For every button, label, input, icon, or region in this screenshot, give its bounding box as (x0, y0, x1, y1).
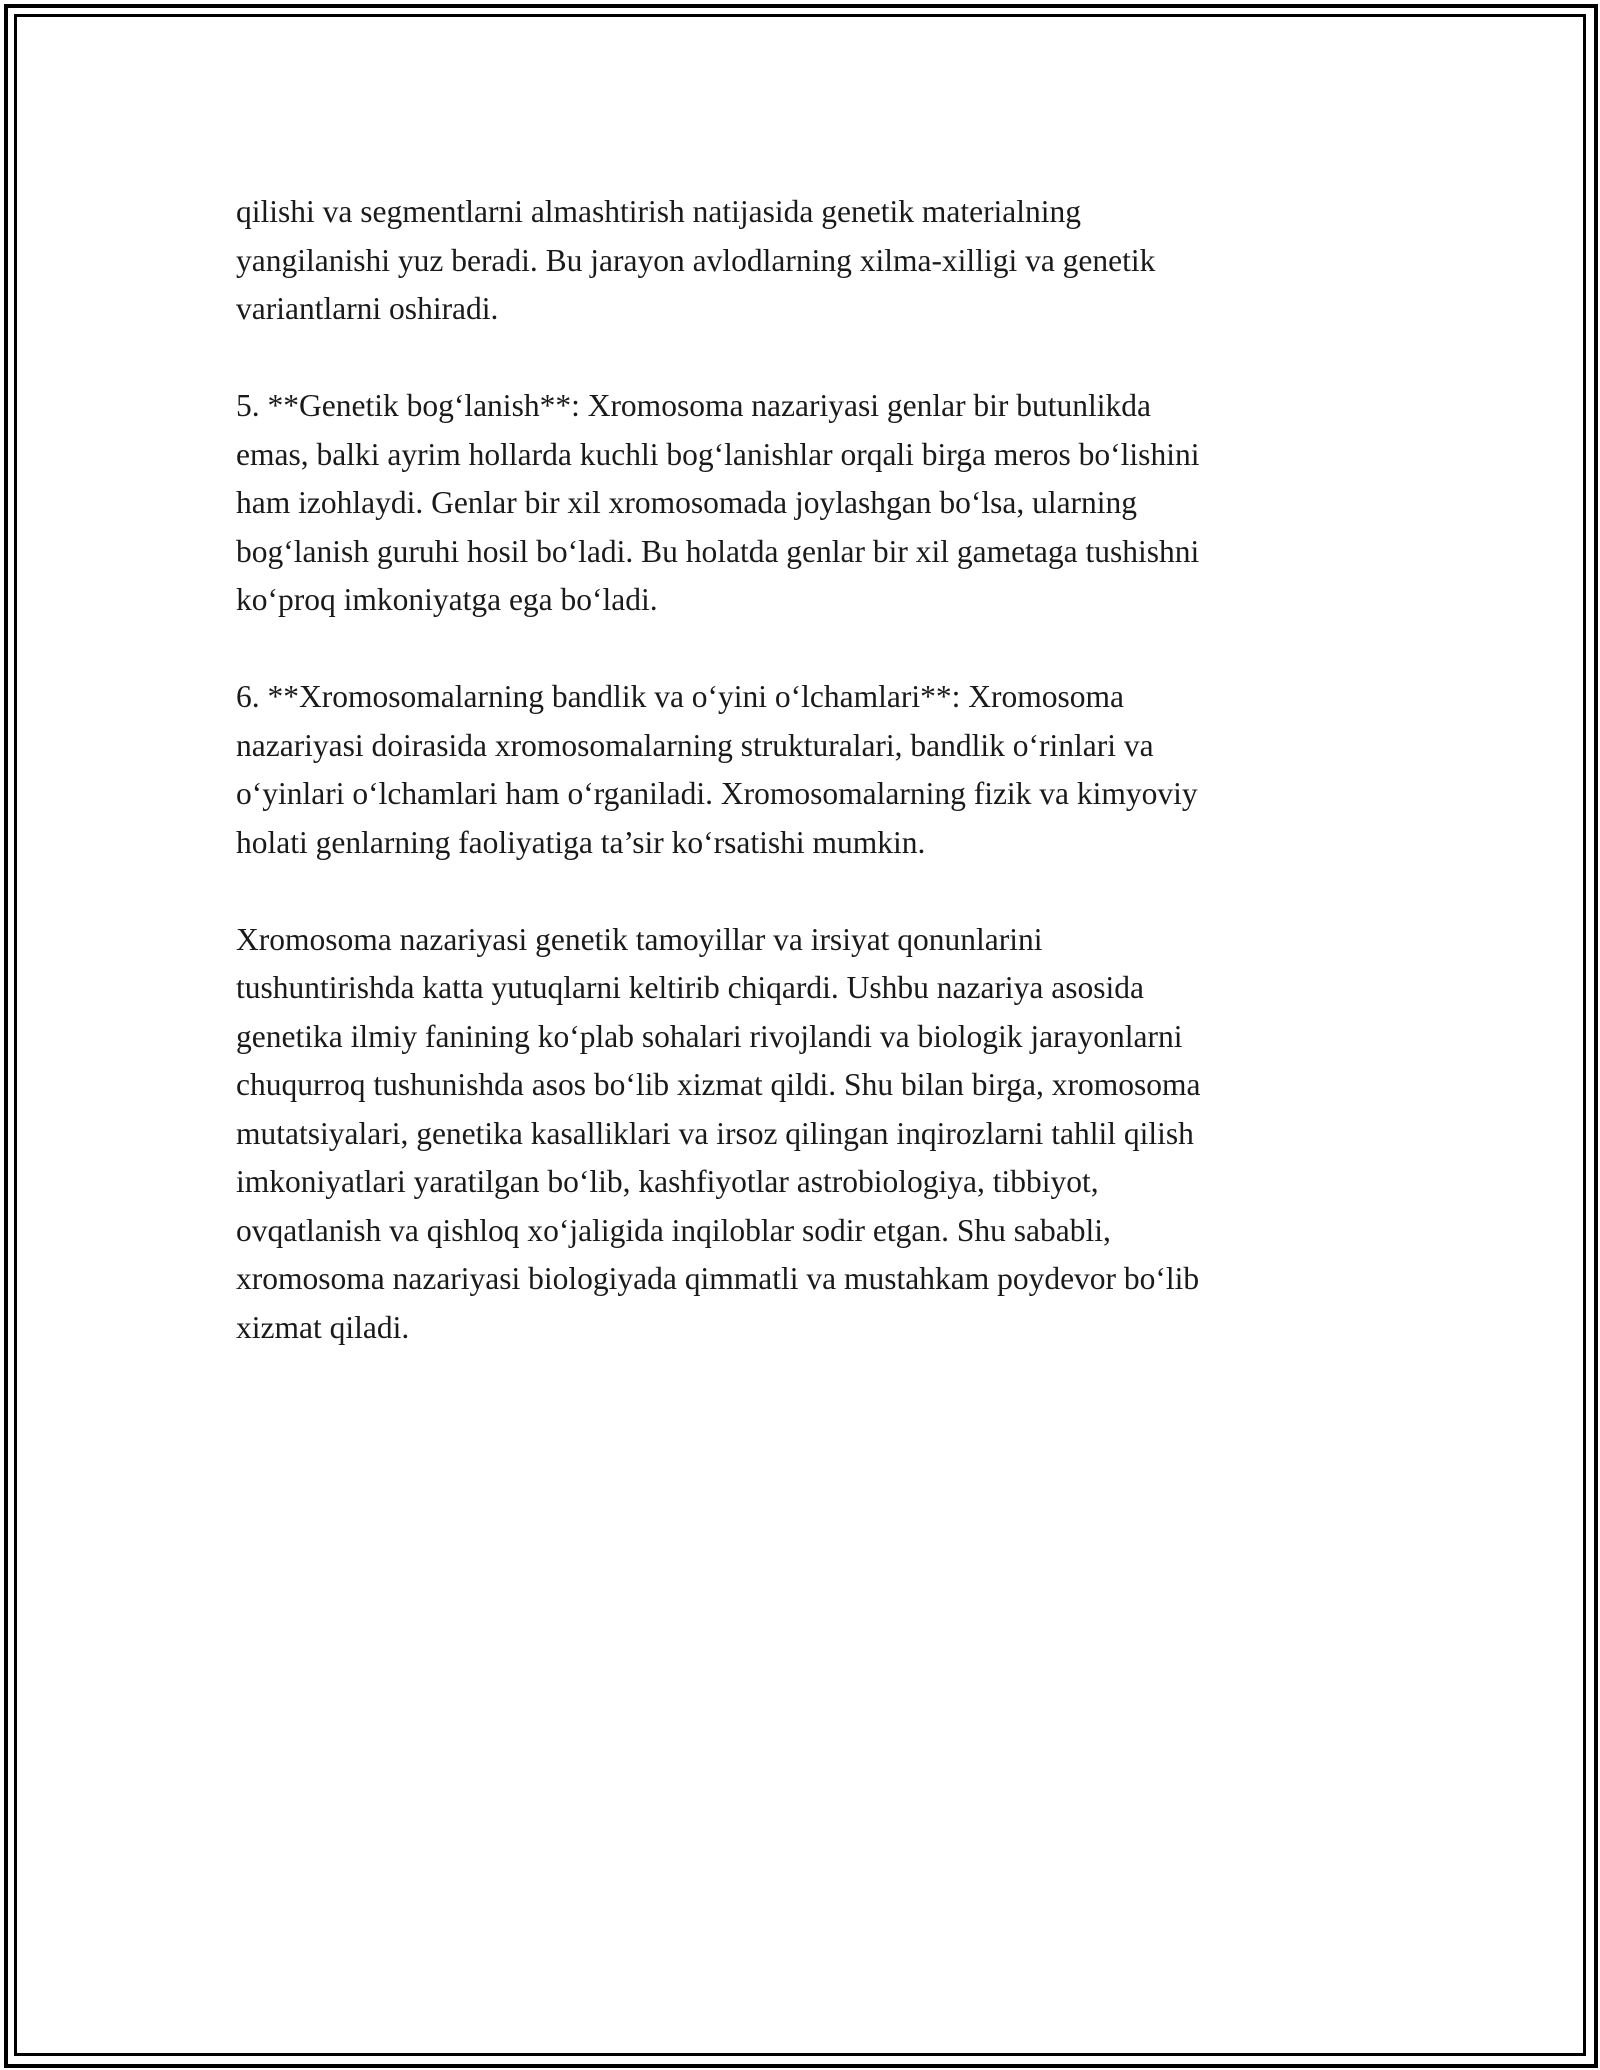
text-line: ovqatlanish va qishloq xo‘jaligida inqiloblar sodir etgan. Shu sababli, (236, 1212, 1111, 1248)
text-line: xromosoma nazariyasi biologiyada qimmatli va mustahkam poydevor bo‘lib (236, 1261, 1200, 1296)
document-body (236, 188, 1370, 1401)
text-line: holati genlarning faoliyatiga ta’sir ko‘rsatishi mumkin. (236, 824, 926, 860)
paragraph-item-5-genetic-linkage (236, 382, 1370, 625)
text-line: emas, balki ayrim hollarda kuchli bog‘lanishlar orqali birga meros bo‘lishini (236, 436, 1200, 472)
text-line: 5. **Genetik bog‘lanish**: Xromosoma nazariyasi genlar bir butunlikda (236, 388, 1152, 423)
text-line: Xromosoma nazariyasi genetik tamoyillar va irsiyat qonunlarini (236, 921, 1043, 957)
text-line: mutatsiyalari, genetika kasalliklari va irsoz qilingan inqirozlarni tahlil qilish (236, 1115, 1194, 1151)
text-line: 6. **Xromosomalarning bandlik va o‘yini o‘lchamlari**: Xromosoma (236, 679, 1124, 714)
text-line: variantlarni oshiradi. (236, 291, 499, 326)
text-line: tushuntirishda katta yutuqlarni keltirib chiqardi. Ushbu nazariya asosida (236, 970, 1145, 1005)
text-line: qilishi va segmentlarni almashtirish natijasida genetik materialning (236, 194, 1082, 229)
paragraph-item-6-chromosome-dimensions (236, 673, 1370, 867)
paragraph-continuation (236, 188, 1370, 334)
text-line: genetika ilmiy fanining ko‘plab sohalari rivojlandi va biologik jarayonlarni (236, 1018, 1183, 1054)
text-line: imkoniyatlari yaratilgan bo‘lib, kashfiyotlar astrobiologiya, tibbiyot, (236, 1164, 1099, 1199)
text-line: bog‘lanish guruhi hosil bo‘ladi. Bu holatda genlar bir xil gametaga tushishni (236, 533, 1200, 569)
text-line: chuqurroq tushunishda asos bo‘lib xizmat qildi. Shu bilan birga, xromosoma (236, 1067, 1201, 1102)
text-line: ham izohlaydi. Genlar bir xil xromosomada joylashgan bo‘lsa, ularning (236, 485, 1138, 520)
paragraph-conclusion (236, 916, 1370, 1353)
text-line: o‘yinlari o‘lchamlari ham o‘rganiladi. Xromosomalarning fizik va kimyoviy (236, 776, 1198, 811)
text-line: yangilanishi yuz beradi. Bu jarayon avlodlarning xilma-xilligi va genetik (236, 242, 1156, 278)
text-line: ko‘proq imkoniyatga ega bo‘ladi. (236, 582, 658, 617)
text-line: xizmat qiladi. (236, 1309, 410, 1345)
text-line: nazariyasi doirasida xromosomalarning strukturalari, bandlik o‘rinlari va (236, 727, 1154, 763)
